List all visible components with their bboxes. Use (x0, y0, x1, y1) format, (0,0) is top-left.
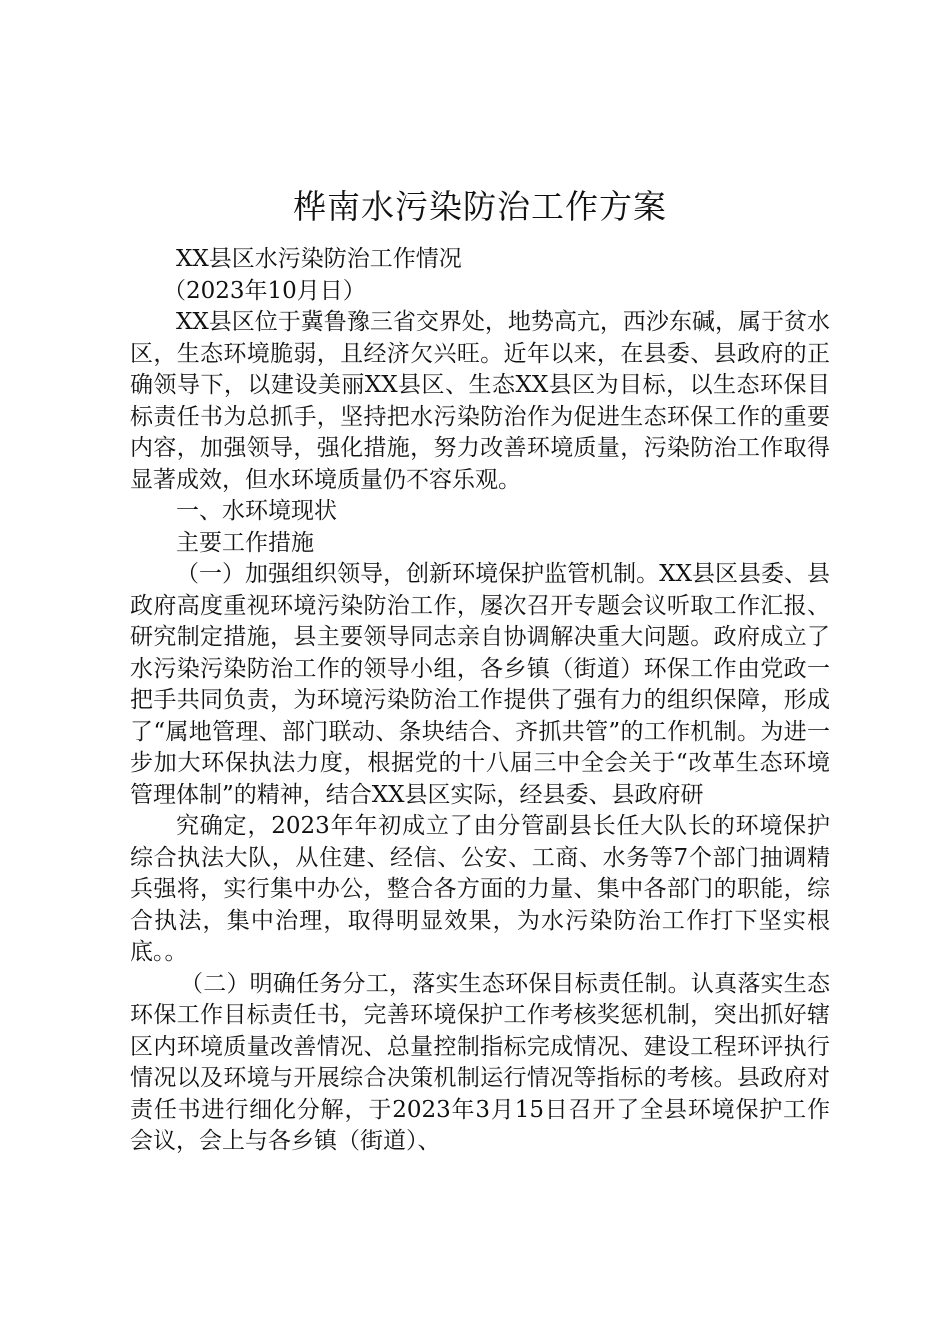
document-title: 桦南水污染防治工作方案 (293, 187, 667, 226)
measure-2-paragraph: （二）明确任务分工，落实生态环保目标责任制。认真落实生态环保工作目标责任书，完善环境保护工作考核奖惩机制，突出抓好辖区内环境质量改善情况、总量控制指标完成情况、建设工程环评执行情况以及环境与开展综合决策机制运行情况等指标的考核。县政府对责任书进行细化分解，于2023年3月15日召开了全县环境保护工作会议，会上与各乡镇（街道）、 (130, 970, 830, 1154)
section-heading-water-status: 一、水环境现状 (176, 498, 337, 524)
report-date: （2023年10月日） (163, 277, 366, 304)
measure-1-paragraph: （一）加强组织领导，创新环境保护监管机制。XX县区县委、县政府高度重视环境污染防治工作，屡次召开专题会议听取工作汇报、研究制定措施，县主要领导同志亲自协调解决重大问题。政府成立了水污染污染防治工作的领导小组，各乡镇（街道）环保工作由党政一把手共同负责，为环境污染防治工作提供了强有力的组织保障，形成了“属地管理、部门联动、条块结合、齐抓共管”的工作机制。为进一步加大环保执法力度，根据党的十八届三中全会关于“改革生态环境管理体制”的精神，结合XX县区实际，经县委、县政府研 (130, 561, 830, 808)
document-page (130, 180, 830, 1158)
section-heading-main-measures: 主要工作措施 (176, 529, 314, 556)
intro-paragraph: XX县区位于冀鲁豫三省交界处，地势高亢，西沙东碱，属于贫水区，生态环境脆弱，且经济欠兴旺。近年以来，在县委、县政府的正确领导下，以建设美丽XX县区、生态XX县区为目标，以生态环保目标责任书为总抓手，坚持把水污染防治作为促进生态环保工作的重要内容，加强领导，强化措施，努力改善环境质量，污染防治工作取得显著成效，但水环境质量仍不容乐观。 (130, 309, 830, 493)
measure-1-continuation: 究确定，2023年年初成立了由分管副县长任大队长的环境保护综合执法大队，从住建、经信、公安、工商、水务等7个部门抽调精兵强将，实行集中办公，整合各方面的力量、集中各部门的职能，综合执法，集中治理，取得明显效果，为水污染防治工作打下坚实根底。。 (130, 813, 830, 965)
report-subtitle: XX县区水污染防治工作情况 (176, 246, 462, 272)
